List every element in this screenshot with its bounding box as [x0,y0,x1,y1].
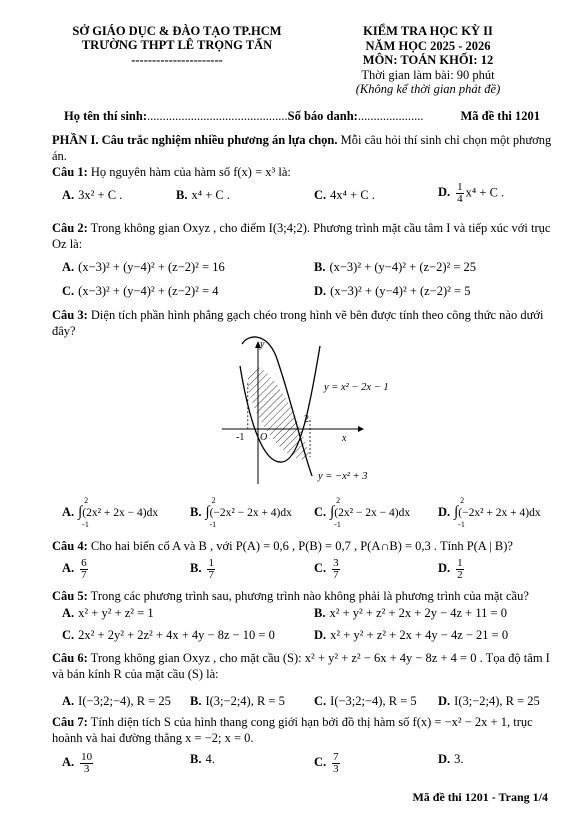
q2-label: Câu 2: [52,221,88,235]
q3-label: Câu 3: [52,308,88,322]
x-axis-arrow [358,426,364,432]
duration: Thời gian làm bài: 90 phút [361,67,495,82]
q2-text: Trong không gian Oxyz , cho điểm I(3;4;2). Phương trình mặt cầu tâm I và tiếp xúc với trục Oz là: [52,221,551,251]
q1-text: Họ nguyên hàm của hàm số f(x) = x³ là: [87,165,291,179]
q6-answers [62,694,552,712]
department: SỞ GIÁO DỤC & ĐÀO TẠO TP.HCM [72,24,282,38]
q5-option-c[interactable]: C. 2x² + 2y² + 2z² + 4x + 4y − 8z − 10 = 0 [62,628,275,642]
q6-option-d[interactable]: D. I(3;−2;4), R = 25 [438,694,540,708]
question-3 [52,307,552,339]
q2-option-d[interactable]: D. (x−3)² + (y−4)² + (z−2)² = 5 [314,284,471,298]
origin-label: O [260,432,268,443]
q4-option-a[interactable]: A. $\frac{6}{7}$ [62,557,87,581]
x-axis-label: x [342,433,347,444]
q6-text: Trong không gian Oxyz , cho mặt cầu (S): x² + y² + z² − 6x + 4y − 8z + 4 = 0 . Tọa độ tâm I và bán kính R của mặt cầu (S) là: [52,651,550,681]
separator: ---------------------- [131,53,223,67]
q6-label: Câu 6: [52,651,88,665]
q5-label: Câu 5: [52,589,88,603]
q7-text: Tính diện tích S của hình thang cong giới hạn bởi đồ thị hàm số f(x) = −x² − 2x + 1, trục hoành và hai đường thẳng x = −2; x = 0. [52,715,533,745]
sbd-dots: ..................... [357,109,424,123]
question-4 [52,538,552,554]
q4-option-c[interactable]: C. $\frac{3}{7}$ [314,557,339,581]
q5-option-a[interactable]: A. x² + y² + z² = 1 [62,606,154,620]
q2-answers-row1 [62,260,552,278]
q3-option-c[interactable]: C. ∫ 2 -1 (2x² − 2x − 4)dx [314,496,411,529]
q7-answers [62,752,552,778]
section-1-heading [52,132,552,164]
q2-option-c[interactable]: C. (x−3)² + (y−4)² + (z−2)² = 4 [62,284,219,298]
tick-neg1-label: -1 [236,432,245,443]
q5-text: Trong các phương trình sau, phương trình nào không phải là phương trình của mặt cầu? [87,589,529,603]
q3-option-b[interactable]: B. ∫ 2 -1 (−2x² − 2x + 4)dx [190,496,292,529]
q6-option-c[interactable]: C. I(−3;2;−4), R = 5 [314,694,417,708]
exam-title: KIỂM TRA HỌC KỲ II [363,24,493,38]
q1-d-fraction: $\frac{1}{4}$ [457,181,463,205]
q7-option-d[interactable]: D. 3. [438,752,464,766]
sbd-label: Số báo danh: [287,109,358,123]
q1-option-c[interactable]: C. 4x⁴ + C . [314,188,375,202]
name-label: Họ tên thí sinh: [64,109,148,123]
exam-code: Mã đề thi 1201 [460,109,540,123]
curve2-label: y = −x² + 3 [318,471,368,482]
question-2 [52,220,552,252]
q2-answers-row2 [62,284,552,302]
page-footer: Mã đề thi 1201 - Trang 1/4 [412,790,548,804]
school-name: TRƯỜNG THPT LÊ TRỌNG TẤN [81,38,273,52]
q7-option-c[interactable]: C. $\frac{7}{3}$ [314,751,339,775]
curve1-label: y = x² − 2x − 1 [324,382,389,393]
q1-label: Câu 1: [52,165,88,179]
q1-option-d[interactable]: D. $\frac{1}{4}$ x⁴ + C . [438,181,505,205]
q3-option-d[interactable]: D. ∫ 2 -1 (−2x² + 2x + 4)dx [438,496,541,529]
q3-option-a[interactable]: A. ∫ 2 -1 (2x² + 2x − 4)dx [62,496,159,529]
question-7 [52,714,552,746]
tick-2-label: 2 [304,414,309,425]
name-dots: ............................................. [147,109,288,123]
section-instruction: Mỗi câu hỏi thí sinh chỉ chọn một phương án. [52,133,552,163]
q2-option-b[interactable]: B. (x−3)² + (y−4)² + (z−2)² = 25 [314,260,477,274]
q4-option-b[interactable]: B. $\frac{1}{7}$ [190,557,214,581]
q3-graph [220,336,420,486]
q2-option-a[interactable]: A. (x−3)² + (y−4)² + (z−2)² = 16 [62,260,225,274]
q5-option-b[interactable]: B. x² + y² + z² + 2x + 2y − 4z + 11 = 0 [314,606,507,620]
q1-answers [62,181,552,206]
header-left [52,24,302,67]
hatched-region [248,367,310,460]
q4-answers [62,558,552,584]
section-title: PHẦN I. Câu trắc nghiệm nhiều phương án lựa chọn. [52,133,338,147]
q1-option-b[interactable]: B. x⁴ + C . [176,188,230,202]
q5-answers-row2 [62,628,552,646]
q3-text: Diện tích phần hình phẳng gạch chéo trong hình vẽ bên được tính theo công thức nào dưới đây? [52,308,544,338]
duration-note: (Không kể thời gian phát đề) [355,82,501,96]
q4-text: Cho hai biến cố A và B , với P(A) = 0,6 , P(B) = 0,7 , P(A∩B) = 0,3 . Tính P(A | B)? [87,539,513,553]
q7-option-b[interactable]: B. 4. [190,752,215,766]
school-year: NĂM HỌC 2025 - 2026 [365,38,491,53]
q6-option-a[interactable]: A. I(−3;2;−4), R = 25 [62,694,171,708]
header-right [320,24,536,97]
y-axis-label: y [260,339,265,350]
subject: MÔN: TOÁN KHỐI: 12 [362,53,494,67]
q3-answers [62,496,552,530]
q6-option-b[interactable]: B. I(3;−2;4), R = 5 [190,694,285,708]
question-6 [52,650,552,682]
q7-option-a[interactable]: A. $\frac{10}{3}$ [62,751,93,775]
question-5 [52,588,552,604]
q1-option-a[interactable]: A. 3x² + C . [62,188,123,202]
q5-answers-row1 [62,606,552,624]
q4-option-d[interactable]: D. $\frac{1}{2}$ [438,557,463,581]
q5-option-d[interactable]: D. x² + y² + z² + 2x + 4y − 4z − 21 = 0 [314,628,509,642]
q4-label: Câu 4: [52,539,88,553]
q7-label: Câu 7: [52,715,88,729]
question-1 [52,164,552,180]
